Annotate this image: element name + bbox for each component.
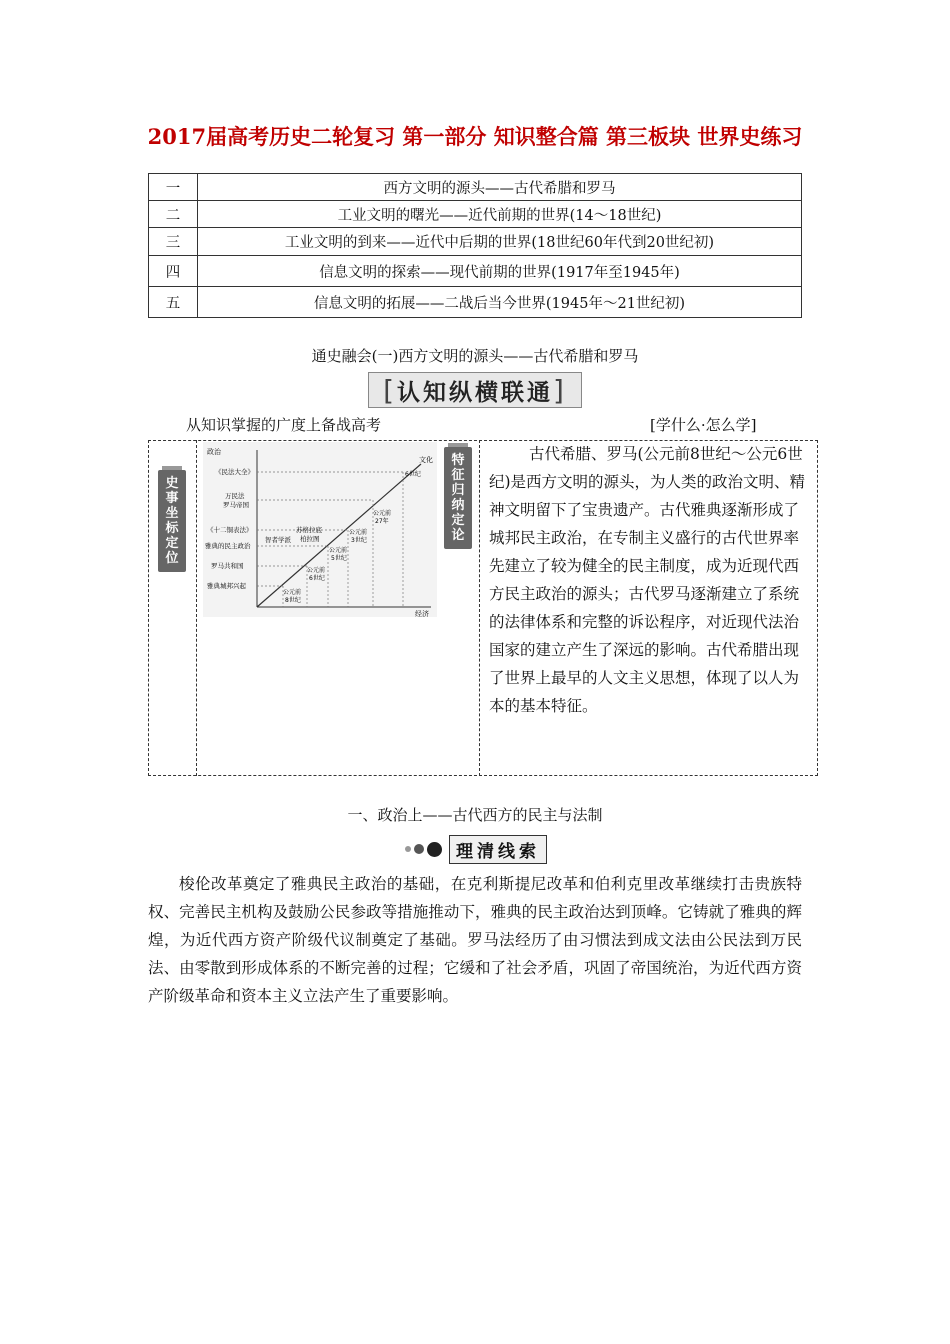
era-label: 柏拉图 (300, 535, 320, 543)
y-label: 雅典的民主政治 (205, 542, 251, 550)
y-label: 罗马帝国 (223, 501, 249, 509)
outline-num: 五 (149, 287, 198, 318)
dot-icon (414, 844, 424, 854)
era-label: 6世纪 (405, 471, 421, 478)
outline-text: 西方文明的源头——古代希腊和罗马 (198, 174, 802, 201)
era-label: 27年 (375, 518, 389, 525)
timeline-svg (203, 442, 437, 617)
outline-table (148, 173, 802, 318)
era-label: 苏格拉底 (296, 526, 322, 534)
outline-num: 三 (149, 228, 198, 256)
frame-divider (196, 440, 197, 776)
y-label: 《十二铜表法》 (207, 526, 253, 534)
y-axis-label: 政治 (207, 448, 221, 456)
clue-header (405, 835, 547, 863)
x-axis-label: 经济 (415, 610, 429, 617)
table-row (149, 256, 802, 287)
feature-paragraph (489, 440, 814, 720)
table-row (149, 228, 802, 256)
timeline-diagram (203, 442, 437, 617)
feature-text: 古代希腊、罗马(公元前8世纪～公元6世纪)是西方文明的源头，为人类的政治文明、精神文明留下了宝贵遗产。古代雅典逐渐形成了城邦民主政治，在专制主义盛行的古代世界率先建立了较为健全的民主制度，成为近现代西方民主政治的源头；古代罗马逐渐建立了系统的法律体系和完整的诉讼程序，对近现代法治国家的建立产生了深远的影响。古代希腊出现了世界上最早的人文主义思想，体现了以人为本的基本特征。 (489, 445, 806, 715)
dot-icon (427, 842, 442, 857)
banner-bracket-left: [ (383, 373, 397, 407)
era-label: 3世纪 (351, 537, 367, 544)
diag-label: 文化 (419, 456, 433, 464)
era-label: 公元前 (283, 589, 302, 596)
section-banner (368, 372, 582, 408)
tag-timeline (158, 470, 186, 572)
tag-char: 定 (165, 536, 179, 551)
tag-char: 史 (165, 476, 179, 491)
tag-char: 特 (451, 453, 465, 468)
study-method-text: [学什么·怎么学] (650, 416, 757, 434)
era-label: 公元前 (349, 529, 368, 536)
frame-divider (479, 440, 480, 776)
tag-char: 归 (451, 483, 465, 498)
tag-char: 征 (451, 468, 465, 483)
tag-char: 事 (165, 491, 179, 506)
clue-label: 理清线索 (449, 835, 547, 864)
tag-char: 论 (451, 528, 465, 543)
era-label: 6世纪 (309, 575, 325, 582)
outline-num: 四 (149, 256, 198, 287)
section-heading: 一、政治上——古代西方的民主与法制 (347, 806, 603, 824)
study-goal-text: 从知识掌握的广度上备战高考 (186, 416, 382, 434)
main-paragraph: 梭伦改革奠定了雅典民主政治的基础，在克利斯提尼改革和伯利克里改革继续打击贵族特权、完善民主机构及鼓励公民参政等措施推动下，雅典的民主政治达到顶峰。它铸就了雅典的辉煌，为近代西方资产阶级代议制奠定了基础。罗马法经历了由习惯法到成文法由公民法到万民法、由零散到形成体系的不断完善的过程；它缓和了社会矛盾，巩固了帝国统治，为近代西方资产阶级革命和资本主义立法产生了重要影响。 (148, 875, 802, 1005)
y-label: 《民法大全》 (215, 468, 254, 476)
tag-char: 定 (451, 513, 465, 528)
outline-text: 信息文明的探索——现代前期的世界(1917年至1945年) (198, 256, 802, 287)
era-label: 公元前 (307, 567, 326, 574)
banner-bracket-right: ] (553, 373, 567, 407)
page-title: 2017届高考历史二轮复习 第一部分 知识整合篇 第三板块 世界史练习 (147, 124, 803, 149)
tag-char: 坐 (165, 506, 179, 521)
outline-num: 一 (149, 174, 198, 201)
era-label: 5世纪 (331, 555, 347, 562)
banner-text: 认知纵横联通 (397, 379, 553, 406)
outline-text: 工业文明的曙光——近代前期的世界(14～18世纪) (198, 201, 802, 228)
outline-text: 信息文明的拓展——二战后当今世界(1945年～21世纪初) (198, 287, 802, 318)
tag-char: 纳 (451, 498, 465, 513)
table-row (149, 201, 802, 228)
dot-icon (405, 846, 411, 852)
outline-num: 二 (149, 201, 198, 228)
tag-conclusion (444, 447, 472, 549)
tag-char: 标 (165, 521, 179, 536)
era-label: 智者学派 (265, 536, 291, 544)
y-label: 万民法 (225, 492, 245, 500)
table-row (149, 174, 802, 201)
era-label: 公元前 (373, 510, 392, 517)
era-label: 公元前 (329, 547, 348, 554)
table-row (149, 287, 802, 318)
era-label: 8世纪 (285, 597, 301, 604)
outline-text: 工业文明的到来——近代中后期的世界(18世纪60年代到20世纪初) (198, 228, 802, 256)
section-subhead: 通史融会(一)西方文明的源头——古代希腊和罗马 (311, 347, 639, 365)
tag-char: 位 (165, 551, 179, 566)
y-label: 雅典城邦兴起 (207, 582, 246, 590)
y-label: 罗马共和国 (211, 562, 244, 570)
